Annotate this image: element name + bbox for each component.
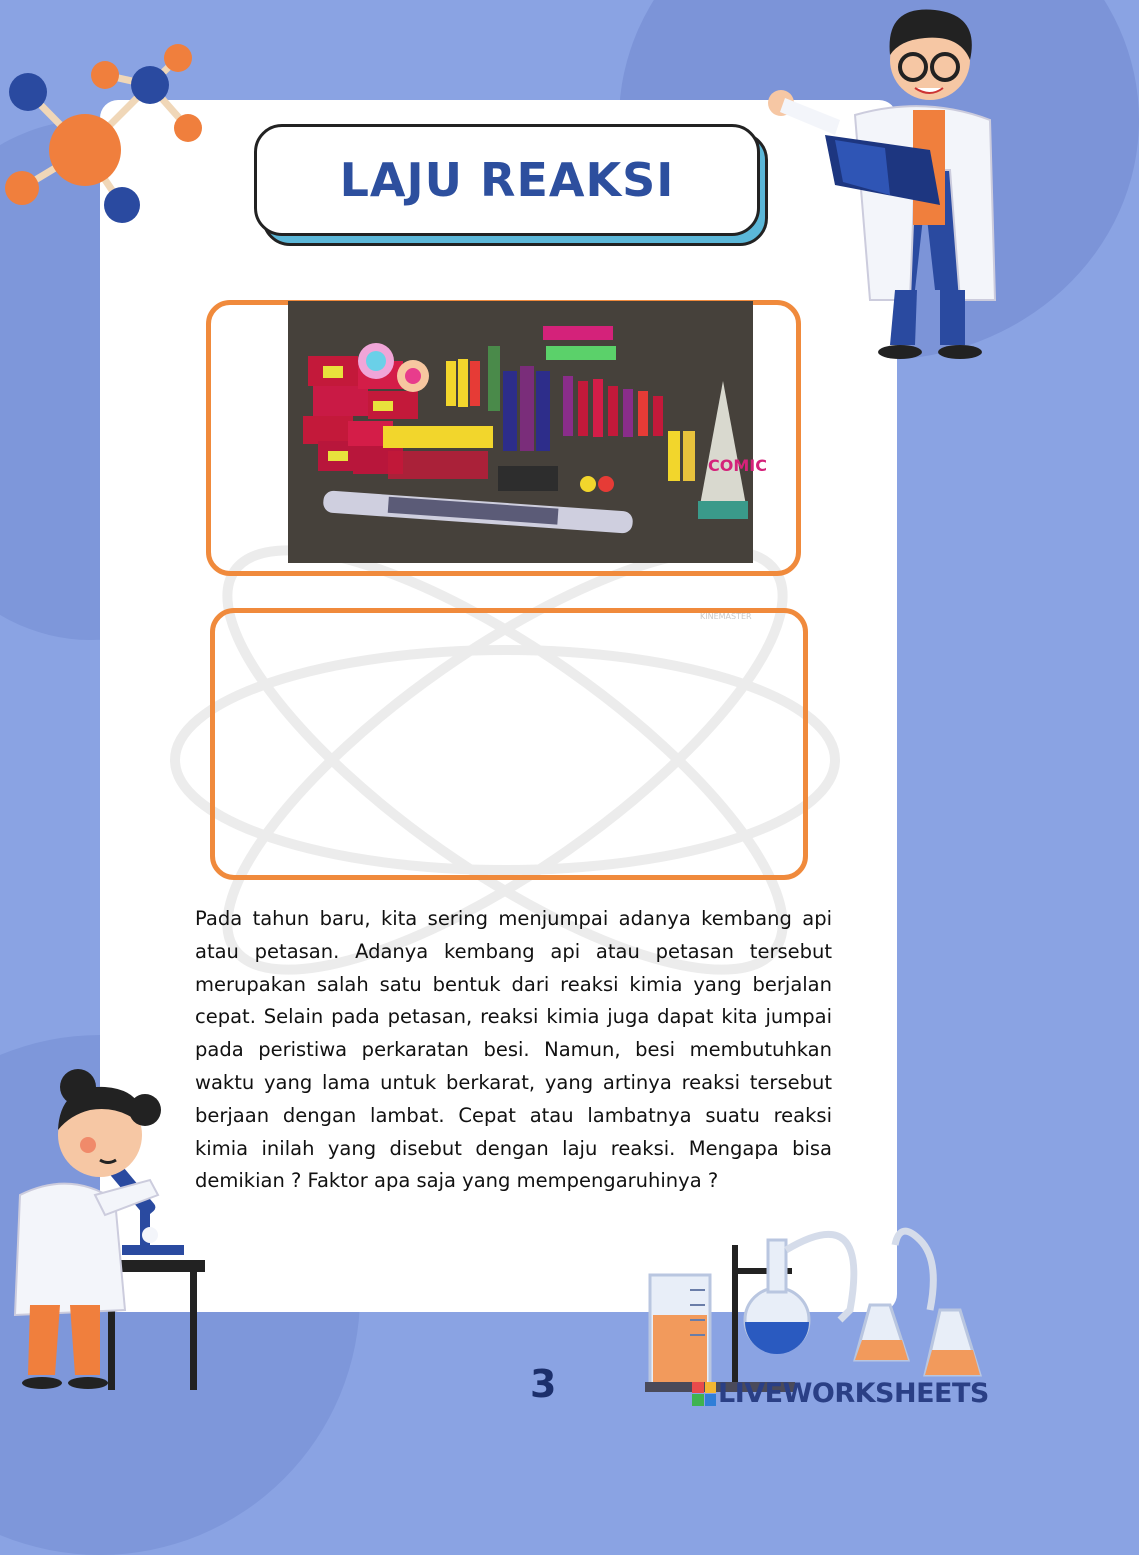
- svg-text:COMIC: COMIC: [708, 456, 767, 475]
- molecule-icon: [0, 20, 215, 225]
- fireworks-photo: [288, 301, 767, 563]
- scientist-boy-illustration: [765, 0, 999, 365]
- lab-glassware-illustration: [640, 1200, 999, 1400]
- liveworksheets-logo-icon: [692, 1382, 716, 1406]
- brand-name: LIVEWORKSHEETS: [718, 1378, 989, 1409]
- title-box: [254, 124, 760, 236]
- answer-frame: [210, 608, 808, 880]
- fireworks-icon: [288, 301, 767, 563]
- scientist-girl-illustration: [0, 1065, 215, 1395]
- intro-paragraph: Pada tahun baru, kita sering menjumpai adanya kembang api atau petasan. Adanya kembang api atau petasan tersebut merupakan salah satu bentuk dari reaksi kimia yang berjalan cepat. Selain pada petasan, reaksi kimia juga dapat kita jumpai pada peristiwa perkaratan besi. Namun, besi membutuhkan waktu yang lama untuk berkarat, yang artinya reaksi tersebut berjaan dengan lambat. Cepat atau lambatnya suatu reaksi kimia inilah yang disebut dengan laju reaksi. Mengapa bisa demikian ? Faktor apa saja yang mempengaruhinya ?: [195, 907, 832, 1193]
- page-number: 3: [530, 1362, 557, 1406]
- kinemaster-watermark: KINEMASTER: [700, 612, 752, 621]
- page-title: LAJU REAKSI: [339, 153, 675, 207]
- liveworksheets-brand[interactable]: [692, 1378, 989, 1409]
